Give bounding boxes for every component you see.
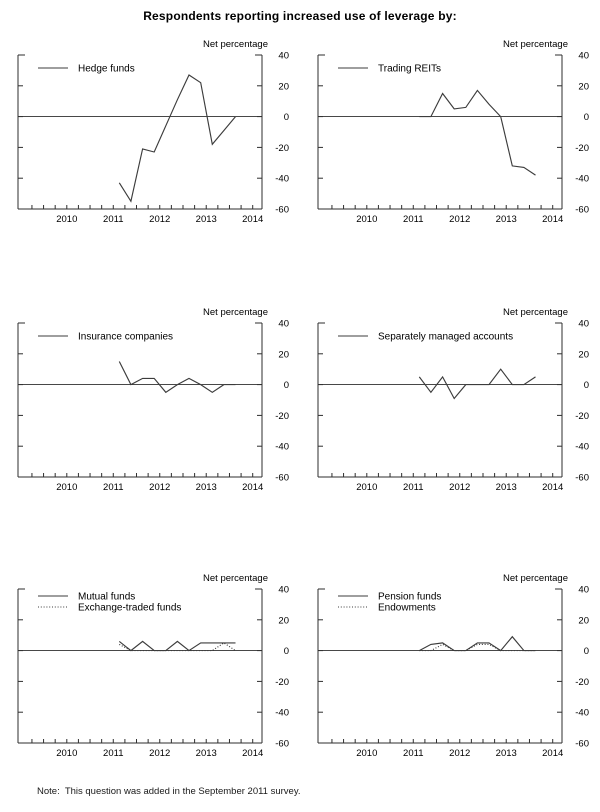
svg-text:20: 20: [278, 81, 289, 93]
svg-text:Net percentage: Net percentage: [203, 39, 268, 50]
svg-text:20: 20: [578, 349, 589, 361]
svg-text:2013: 2013: [195, 748, 217, 759]
chart-hedge-funds: [8, 35, 300, 265]
svg-text:Trading REITs: Trading REITs: [378, 63, 441, 75]
svg-text:-40: -40: [275, 441, 289, 453]
svg-text:0: 0: [583, 380, 589, 392]
svg-text:Insurance companies: Insurance companies: [78, 331, 174, 343]
svg-text:0: 0: [283, 380, 289, 392]
svg-text:2010: 2010: [56, 214, 78, 225]
svg-text:-20: -20: [575, 410, 589, 422]
svg-text:2010: 2010: [356, 482, 378, 493]
svg-text:2012: 2012: [449, 748, 471, 759]
svg-text:-40: -40: [575, 707, 589, 719]
svg-text:Net percentage: Net percentage: [203, 573, 268, 584]
svg-text:Net percentage: Net percentage: [503, 573, 568, 584]
svg-text:-40: -40: [575, 173, 589, 185]
svg-text:2013: 2013: [495, 482, 517, 493]
svg-text:Net percentage: Net percentage: [503, 307, 568, 318]
svg-text:-20: -20: [275, 676, 289, 688]
svg-text:-40: -40: [575, 441, 589, 453]
svg-text:40: 40: [578, 318, 589, 330]
svg-text:Hedge funds: Hedge funds: [78, 63, 135, 75]
svg-text:2014: 2014: [542, 214, 564, 225]
svg-text:2011: 2011: [403, 748, 424, 759]
svg-text:-60: -60: [575, 204, 589, 216]
svg-text:2013: 2013: [495, 748, 517, 759]
svg-text:-60: -60: [275, 472, 289, 484]
chart-trading-reits: [308, 35, 600, 265]
svg-text:Net percentage: Net percentage: [503, 39, 568, 50]
chart-mutual-funds-etf: [8, 569, 300, 799]
svg-text:2010: 2010: [356, 214, 378, 225]
svg-text:0: 0: [283, 646, 289, 658]
svg-text:Endowments: Endowments: [378, 602, 436, 614]
svg-text:-40: -40: [275, 707, 289, 719]
svg-text:2012: 2012: [449, 214, 471, 225]
svg-text:2011: 2011: [403, 214, 424, 225]
svg-text:2010: 2010: [56, 482, 78, 493]
svg-text:0: 0: [283, 112, 289, 124]
svg-text:Mutual funds: Mutual funds: [78, 591, 136, 603]
svg-text:20: 20: [278, 615, 289, 627]
svg-text:2010: 2010: [356, 748, 378, 759]
svg-text:20: 20: [278, 349, 289, 361]
svg-text:Net percentage: Net percentage: [203, 307, 268, 318]
svg-text:20: 20: [578, 615, 589, 627]
svg-text:2011: 2011: [103, 214, 124, 225]
svg-text:Pension funds: Pension funds: [378, 591, 442, 603]
chart-pension-funds-endowments: [308, 569, 600, 799]
svg-text:-60: -60: [575, 472, 589, 484]
svg-text:40: 40: [278, 584, 289, 596]
svg-text:2013: 2013: [195, 482, 217, 493]
svg-text:2014: 2014: [542, 482, 564, 493]
svg-text:40: 40: [578, 584, 589, 596]
svg-text:-60: -60: [575, 738, 589, 750]
svg-text:2014: 2014: [542, 748, 564, 759]
svg-text:-20: -20: [575, 142, 589, 154]
svg-text:2011: 2011: [403, 482, 424, 493]
svg-text:2012: 2012: [149, 482, 171, 493]
chart-separately-managed-accounts: [308, 303, 600, 533]
svg-text:2013: 2013: [495, 214, 517, 225]
svg-text:0: 0: [583, 646, 589, 658]
svg-text:2012: 2012: [149, 214, 171, 225]
svg-text:2011: 2011: [103, 482, 124, 493]
svg-text:2014: 2014: [242, 748, 264, 759]
figure-note: Note: This question was added in the September 2011 survey.: [37, 786, 301, 797]
svg-text:40: 40: [278, 318, 289, 330]
svg-text:2010: 2010: [56, 748, 78, 759]
svg-text:2013: 2013: [195, 214, 217, 225]
svg-text:2014: 2014: [242, 482, 264, 493]
svg-text:40: 40: [578, 50, 589, 62]
svg-text:-20: -20: [575, 676, 589, 688]
chart-insurance-companies: [8, 303, 300, 533]
svg-text:0: 0: [583, 112, 589, 124]
svg-text:Exchange-traded funds: Exchange-traded funds: [78, 602, 182, 614]
svg-text:-40: -40: [275, 173, 289, 185]
svg-text:40: 40: [278, 50, 289, 62]
svg-text:Separately managed accounts: Separately managed accounts: [378, 331, 514, 343]
svg-text:2011: 2011: [103, 748, 124, 759]
svg-text:-20: -20: [275, 142, 289, 154]
svg-text:2012: 2012: [149, 748, 171, 759]
svg-text:-20: -20: [275, 410, 289, 422]
svg-text:20: 20: [578, 81, 589, 93]
svg-text:-60: -60: [275, 204, 289, 216]
svg-text:-60: -60: [275, 738, 289, 750]
svg-text:2014: 2014: [242, 214, 264, 225]
svg-text:2012: 2012: [449, 482, 471, 493]
figure-title: Respondents reporting increased use of leverage by:: [143, 9, 457, 23]
